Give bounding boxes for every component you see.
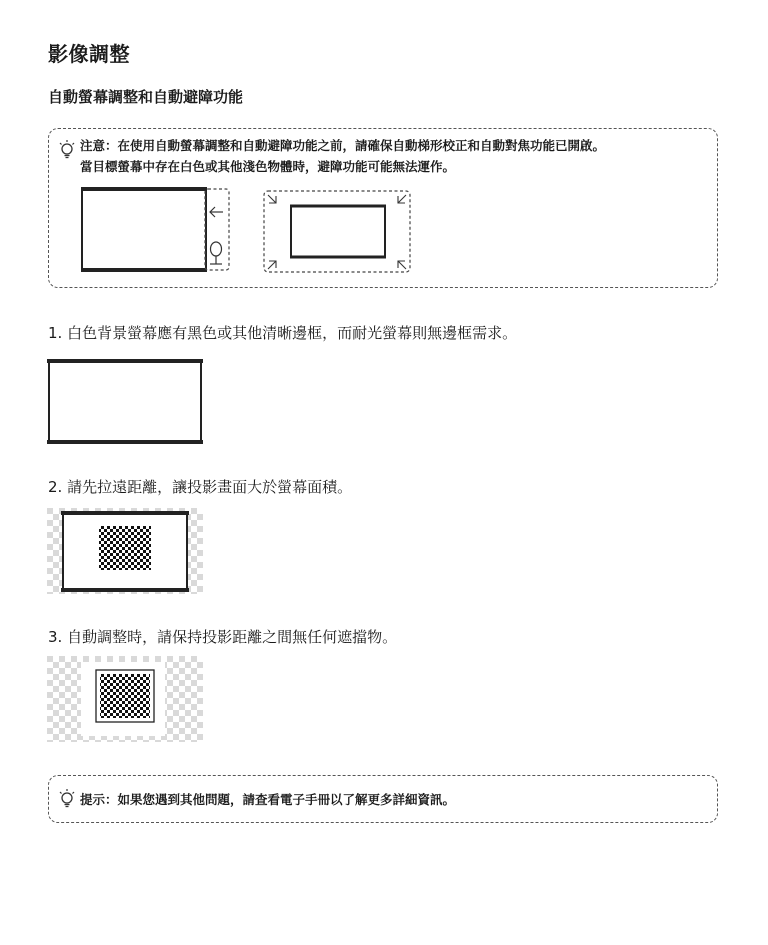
tip-text: 提示：如果您遇到其他問題，請查看電子手冊以了解更多詳細資訊。: [80, 792, 456, 807]
projection-larger-illustration: [47, 508, 203, 594]
obstacle-icon: [210, 242, 222, 264]
note-box: [48, 128, 718, 288]
page-title: 影像調整: [48, 42, 130, 66]
step-3-text: 3. 自動調整時，請保持投影距離之間無任何遮擋物。: [48, 628, 398, 646]
lightbulb-icon: [58, 788, 76, 808]
step-2-text: 2. 請先拉遠距離，讓投影畫面大於螢幕面積。: [48, 478, 353, 496]
step-1-text: 1. 白色背景螢幕應有黑色或其他清晰邊框，而耐光螢幕則無邊框需求。: [48, 324, 518, 342]
note-line-2: 當目標螢幕中存在白色或其他淺色物體時，避障功能可能無法運作。: [80, 159, 456, 174]
note-line-1: 注意：在使用自動螢幕調整和自動避障功能之前，請確保自動梯形校正和自動對焦功能已開啟。: [80, 138, 606, 153]
tip-box: [48, 775, 718, 823]
bordered-screen-illustration: [47, 357, 203, 447]
screen-fit-diagram: [263, 190, 413, 274]
no-obstruction-illustration: [47, 656, 203, 742]
lightbulb-icon: [58, 139, 76, 159]
arrow-left-icon: [210, 207, 223, 217]
obstacle-diagram: [81, 187, 231, 277]
section-title: 自動螢幕調整和自動避障功能: [48, 88, 244, 106]
